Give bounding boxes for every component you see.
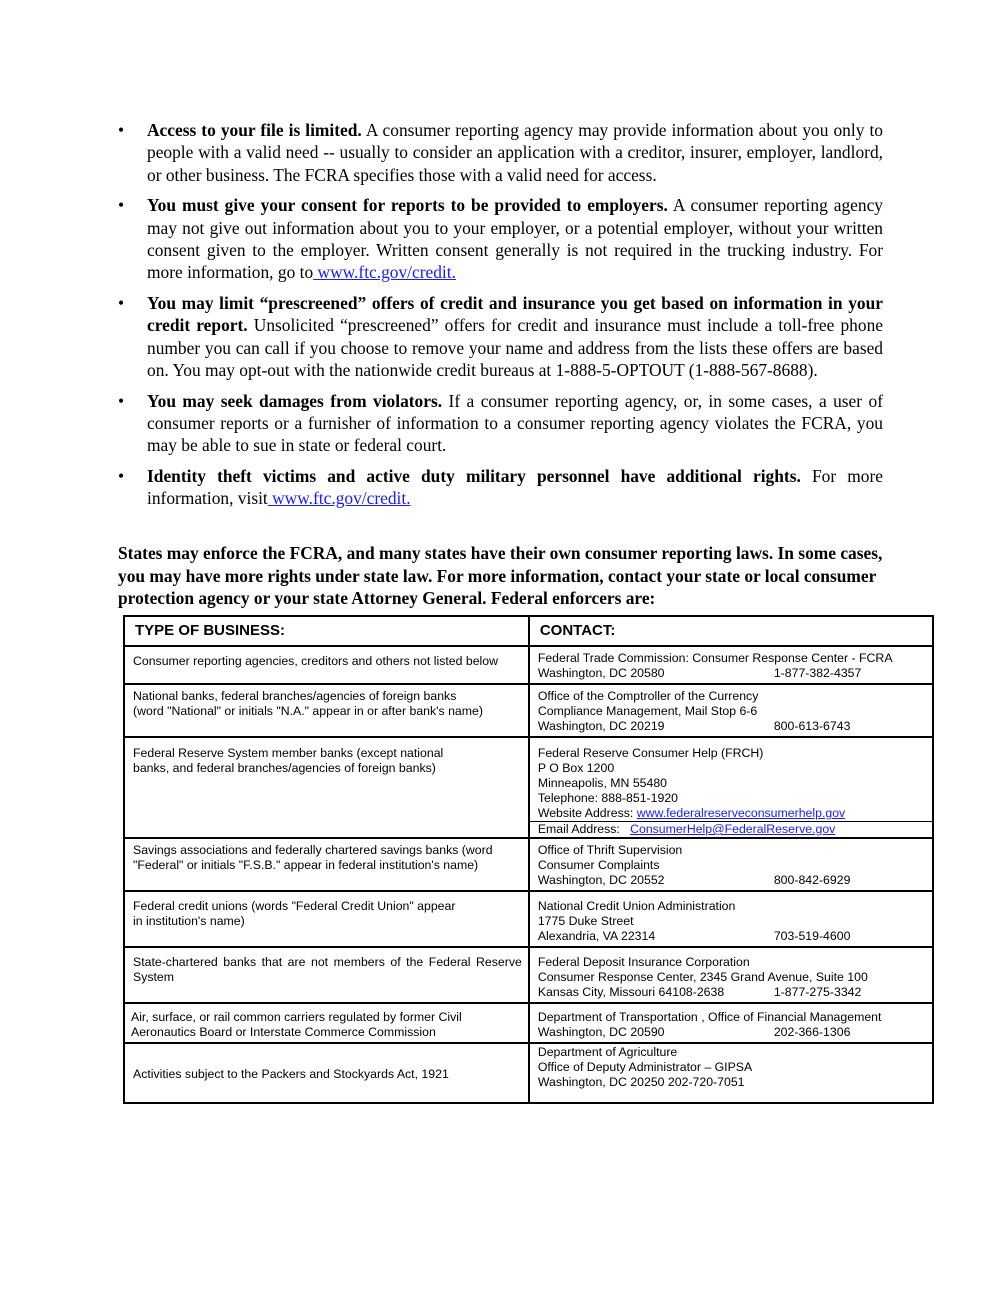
contact-address-line <box>538 719 926 734</box>
contact-line: Office of Thrift Supervision <box>537 843 683 857</box>
bullet-text: Unsolicited “prescreened” offers for credit and insurance must include a toll-free phone number you can call if you choose to remove your name and address from the lists these offers are based on. You may opt-out with the nationwide credit bureaus at 1-888-5-OPTOUT (1-888-567-8688). <box>147 315 883 380</box>
contact-line: Minneapolis, MN 55480 <box>537 776 668 790</box>
business-cell <box>124 1043 529 1103</box>
business-text: Federal credit unions (words "Federal Credit Union" appear <box>133 899 456 913</box>
business-text: "Federal" or initials "F.S.B." appear in federal institution's name) <box>133 858 479 872</box>
contact-phone: 202-366-1306 <box>773 1025 851 1039</box>
business-text: Savings associations and federally chartered savings banks (word <box>133 843 493 857</box>
contact-line: Department of Agriculture <box>537 1045 678 1059</box>
contact-address-line <box>538 873 926 888</box>
contact-address: Washington, DC 20580 <box>537 666 665 680</box>
business-text: Consumer reporting agencies, creditors and others not listed below <box>133 654 499 668</box>
business-text: Activities subject to the Packers and Stockyards Act, 1921 <box>133 1066 449 1081</box>
email-line <box>530 821 932 837</box>
contact-phone: 800-613-6743 <box>773 719 851 733</box>
bullet-lead: You may limit “prescreened” offers of credit and insurance you get based on information in your credit report. <box>147 293 883 336</box>
contact-line: Federal Deposit Insurance Corporation <box>537 955 750 969</box>
bullet-text: For more information, visit <box>147 466 884 509</box>
contact-line: Consumer Complaints <box>537 858 660 872</box>
contact-cell <box>529 646 933 684</box>
ftc-credit-link[interactable]: www.ftc.gov/credit. <box>267 488 411 509</box>
bullet-text: A consumer reporting agency may provide information about you only to people with a valid need -- usually to consider an application with a creditor, insurer, employer, landlord, or other business. The FCRA specifies those with a valid need for access. <box>147 120 883 185</box>
business-cell <box>124 947 529 1003</box>
contact-address: Washington, DC 20590 <box>537 1025 665 1039</box>
bullet-icon: • <box>118 390 125 411</box>
table-header-row <box>124 616 933 646</box>
contact-address-line <box>538 985 926 1000</box>
bullet-text: If a consumer reporting agency, or, in some cases, a user of consumer reports or a furnisher of information to a consumer reporting agency violates the FCRA, you may be able to sue in state or federal court. <box>147 390 883 456</box>
contact-address: Washington, DC 20552 <box>537 873 665 887</box>
business-cell <box>124 838 529 891</box>
contact-line: Compliance Management, Mail Stop 6-6 <box>537 704 758 718</box>
contact-line: P O Box 1200 <box>537 761 615 775</box>
contact-phone: 1-877-275-3342 <box>773 985 862 999</box>
bullet-icon: • <box>118 195 125 216</box>
bullet-item <box>118 390 883 457</box>
table-row <box>124 1043 933 1103</box>
contact-line: Federal Reserve Consumer Help (FRCH) <box>537 746 764 760</box>
bullet-lead: You may seek damages from violators. <box>147 390 443 411</box>
table-row <box>124 737 933 838</box>
contact-phone: 800-842-6929 <box>773 873 851 887</box>
ftc-credit-link[interactable]: www.ftc.gov/credit. <box>313 262 456 283</box>
table-row <box>124 1003 933 1043</box>
contact-address: Washington, DC 20219 <box>537 719 665 733</box>
table-row <box>124 947 933 1003</box>
contact-line: Federal Trade Commission: Consumer Response Center - FCRA <box>537 651 893 665</box>
bullet-lead: Identity theft victims and active duty military personnel have additional rights. <box>147 466 801 487</box>
business-text: Aeronautics Board or Interstate Commerce Commission <box>131 1025 436 1039</box>
business-cell <box>124 737 529 838</box>
business-text: banks, and federal branches/agencies of foreign banks) <box>133 761 436 775</box>
contact-line: Consumer Response Center, 2345 Grand Avenue, Suite 100 <box>537 970 868 984</box>
email-label: Email Address: <box>537 822 620 836</box>
bullet-text: A consumer reporting agency may not give out information about you to your employer, or a potential employer, without your written consent given to the employer. Written consent generally is not required in the trucking industry. For more information, go to <box>147 195 883 283</box>
contact-line: Telephone: 888-851-1920 <box>537 791 678 805</box>
bullet-item <box>118 119 883 186</box>
bullet-lead: Access to your file is limited. <box>147 120 362 140</box>
contact-cell <box>529 947 933 1003</box>
contact-cell <box>529 891 933 947</box>
federal-reserve-email-link[interactable]: ConsumerHelp@FederalReserve.gov <box>630 822 836 836</box>
rights-bullet-list <box>118 119 883 518</box>
column-header-business: TYPE OF BUSINESS: <box>124 616 529 646</box>
table-row <box>124 684 933 737</box>
contact-address-line <box>538 929 926 944</box>
contact-address: Alexandria, VA 22314 <box>537 929 656 943</box>
contact-address-line <box>538 1025 926 1040</box>
business-text: in institution's name) <box>133 914 245 928</box>
website-line <box>538 806 926 821</box>
federal-enforcers-table <box>123 615 934 1104</box>
table-row <box>124 891 933 947</box>
business-cell <box>124 684 529 737</box>
bullet-icon: • <box>118 466 125 487</box>
contact-line: Department of Transportation , Office of Financial Management <box>537 1010 882 1024</box>
contact-address: Kansas City, Missouri 64108-2638 <box>537 985 725 999</box>
business-text: Air, surface, or rail common carriers regulated by former Civil <box>131 1010 462 1024</box>
federal-reserve-website-link[interactable]: www.federalreserveconsumerhelp.gov <box>636 806 846 820</box>
contact-cell <box>529 1003 933 1043</box>
business-cell <box>124 1003 529 1043</box>
column-header-contact: CONTACT: <box>529 616 933 646</box>
states-paragraph: States may enforce the FCRA, and many states have their own consumer reporting laws. In some cases, you may have more rights under state law. For more information, contact your state or local consumer protection agency or your state Attorney General. Federal enforcers are: <box>118 543 883 609</box>
contact-cell <box>529 684 933 737</box>
contact-cell <box>529 737 933 838</box>
bullet-item <box>118 465 883 510</box>
contact-phone: 1-877-382-4357 <box>773 666 862 680</box>
bullet-icon: • <box>118 120 125 140</box>
contact-cell <box>529 1043 933 1103</box>
contact-line: Office of Deputy Administrator – GIPSA <box>537 1060 753 1074</box>
business-text: (word "National" or initials "N.A." appear in or after bank's name) <box>133 704 483 718</box>
website-label: Website Address: <box>537 806 637 820</box>
contact-address-line <box>538 666 926 681</box>
bullet-item <box>118 194 883 283</box>
bullet-item <box>118 292 883 381</box>
bullet-icon: • <box>118 293 125 314</box>
contact-phone: 703-519-4600 <box>773 929 851 943</box>
table-row <box>124 838 933 891</box>
business-text: National banks, federal branches/agencies of foreign banks <box>133 689 457 703</box>
contact-line: National Credit Union Administration <box>537 899 736 913</box>
contact-line: 1775 Duke Street <box>537 914 634 928</box>
contact-line: Washington, DC 20250 202-720-7051 <box>537 1075 745 1089</box>
table-row <box>124 646 933 684</box>
contact-line: Office of the Comptroller of the Currency <box>537 689 759 703</box>
contact-cell <box>529 838 933 891</box>
bullet-lead: You must give your consent for reports to be provided to employers. <box>147 195 668 216</box>
business-cell <box>124 891 529 947</box>
business-text: Federal Reserve System member banks (except national <box>133 746 444 760</box>
business-text: State-chartered banks that are not members of the Federal Reserve System <box>133 955 522 984</box>
business-cell <box>124 646 529 684</box>
